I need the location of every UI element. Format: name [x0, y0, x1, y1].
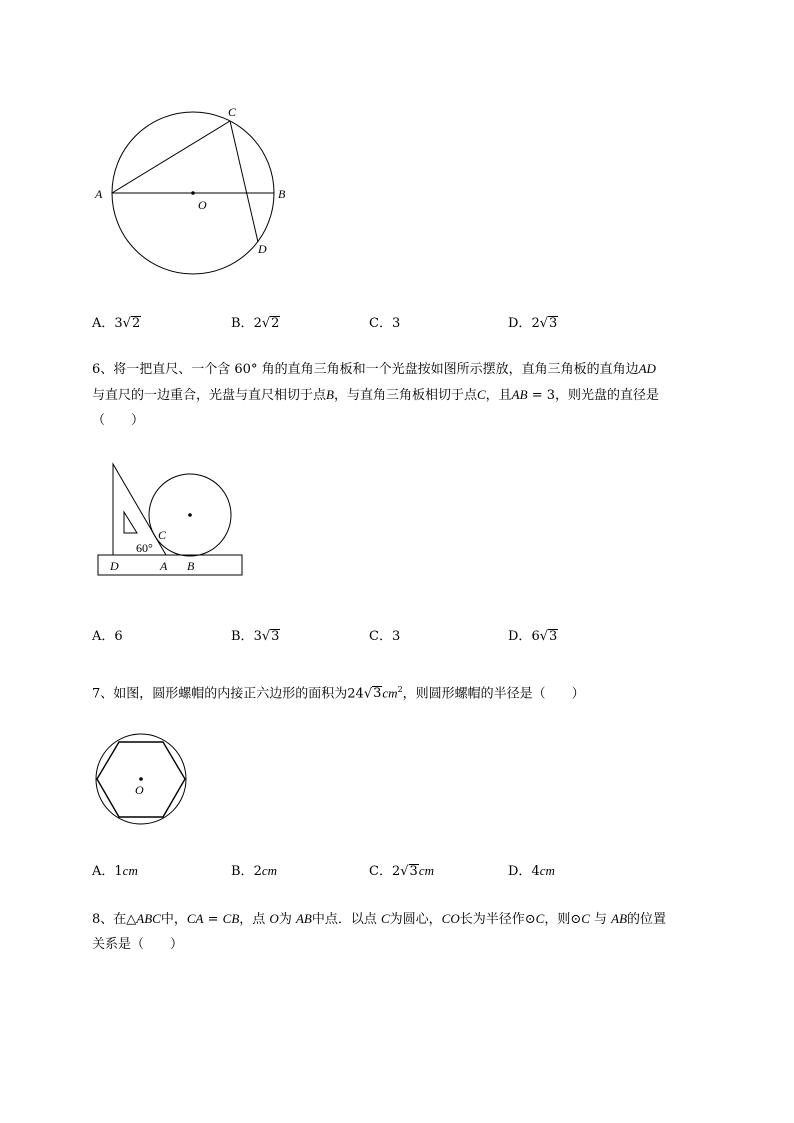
sqrt-icon: √ — [400, 864, 409, 879]
q5-option-b — [231, 312, 280, 331]
q5-option-d — [508, 312, 558, 331]
option-radicand: 2 — [131, 316, 141, 331]
option-radicand: 2 — [271, 316, 280, 331]
q8-var: C — [380, 911, 390, 926]
option-value: 1 — [114, 864, 123, 879]
q7-sup: 2 — [397, 685, 403, 694]
q8-text: 与 — [589, 912, 612, 927]
q7-line1 — [92, 677, 585, 707]
label-b: B — [278, 187, 286, 201]
option-letter: C． — [369, 316, 392, 331]
q8-text: = — [203, 912, 223, 927]
option-coef: 2 — [253, 316, 262, 331]
center-dot — [191, 191, 195, 195]
option-coef: 2 — [391, 864, 401, 879]
option-letter: D． — [508, 316, 532, 331]
q5-option-c — [369, 312, 400, 331]
q8-var: CA — [186, 911, 204, 926]
option-letter: B． — [231, 864, 254, 879]
sqrt-icon: √ — [363, 686, 373, 702]
q8-text: 关系是（ ） — [92, 937, 184, 952]
label-d: D — [258, 242, 267, 256]
label-d: D — [110, 559, 119, 573]
q7-option-d — [508, 860, 555, 879]
option-unit: cm — [122, 863, 138, 878]
label-o: O — [198, 198, 207, 212]
q8-var: C — [535, 911, 545, 926]
q8-text: 为圆心， — [389, 912, 442, 927]
option-letter: D． — [508, 864, 532, 879]
q8-text: ，点 — [239, 912, 270, 927]
option-unit: cm — [261, 863, 278, 878]
q8-text: 中点．以点 — [311, 912, 381, 927]
q6-line2 — [92, 382, 659, 409]
q8-var: O — [269, 911, 279, 926]
ruler-triangle-disc-figure — [92, 460, 252, 580]
q6-option-b — [231, 625, 280, 644]
q6-text: 6、将一把直尺、一个含 60° 角的直角三角板和一个光盘按如图所示摆放，直角三角板的直角边 — [92, 362, 639, 377]
q8-text: 8、在△ — [92, 912, 137, 927]
q6-line3 — [92, 408, 144, 434]
option-value: 3 — [391, 629, 401, 644]
q6-line1 — [92, 356, 656, 383]
option-letter: C． — [369, 629, 392, 644]
q8-text: 长为半径作⊙ — [459, 912, 536, 927]
q6-text: 与直尺的一边重合，光盘与直尺相切于点 — [92, 388, 327, 403]
q6-text: = 3，则光盘的直径是 — [527, 388, 659, 403]
sqrt-icon: √ — [261, 316, 271, 331]
label-b: B — [187, 559, 195, 573]
sqrt-icon: √ — [539, 629, 549, 644]
q6-option-a — [92, 625, 123, 644]
option-letter: A． — [92, 316, 115, 331]
q5-option-a — [92, 312, 141, 331]
option-coef: 3 — [253, 629, 262, 644]
q7-unit: cm — [382, 685, 398, 701]
triangle-inner-hole — [124, 512, 137, 533]
option-radicand: 3 — [549, 629, 558, 644]
sqrt-icon: √ — [122, 316, 131, 331]
option-letter: D． — [508, 629, 532, 644]
label-a: A — [95, 187, 103, 201]
q6-var: C — [476, 387, 486, 402]
q8-text: 中， — [160, 912, 187, 927]
chord-ac — [112, 121, 230, 193]
q6-text: ，且 — [485, 388, 512, 403]
sqrt-icon: √ — [539, 316, 549, 331]
q7-option-b — [231, 860, 277, 879]
q8-var: AB — [611, 911, 628, 926]
option-coef: 2 — [531, 316, 540, 331]
option-coef: 6 — [531, 629, 540, 644]
option-letter: A． — [92, 864, 115, 879]
option-unit: cm — [539, 863, 555, 878]
label-c: C — [228, 105, 237, 119]
q8-text: 为 — [278, 912, 296, 927]
option-letter: A． — [92, 629, 115, 644]
center-dot — [139, 777, 143, 781]
label-c: C — [158, 528, 167, 542]
q8-var: CO — [441, 911, 460, 926]
hexagon-nut-figure — [92, 730, 192, 830]
q6-var: AD — [638, 361, 656, 376]
circle-chord-figure — [90, 100, 300, 280]
q6-text: ，与直角三角板相切于点 — [333, 388, 477, 403]
label-angle: 60° — [136, 541, 153, 555]
q8-var: C — [581, 911, 590, 926]
option-letter: B． — [231, 629, 254, 644]
answer-blank: （ ） — [92, 413, 145, 428]
q6-var: AB — [511, 387, 528, 402]
option-value: 3 — [391, 316, 401, 331]
q7-text: 7、如图，圆形螺帽的内接正六边形的面积为24 — [92, 686, 364, 702]
q6-var: B — [326, 387, 334, 402]
option-coef: 3 — [114, 316, 123, 331]
option-value: 2 — [253, 864, 262, 879]
q6-option-c — [369, 625, 400, 644]
q6-option-d — [508, 625, 558, 644]
sqrt-icon: √ — [261, 629, 271, 644]
option-value: 4 — [531, 864, 540, 879]
q8-var: CB — [222, 911, 240, 926]
q8-var: AB — [295, 911, 312, 926]
option-radicand: 3 — [549, 316, 558, 331]
q8-text: 的位置 — [627, 912, 667, 927]
option-letter: B． — [231, 316, 254, 331]
q8-line1 — [92, 906, 666, 933]
q8-line2 — [92, 932, 183, 958]
option-value: 6 — [114, 629, 123, 644]
option-radicand: 3 — [271, 629, 280, 644]
q7-option-a — [92, 860, 138, 879]
label-o: O — [135, 783, 144, 797]
ruler — [98, 555, 242, 575]
q8-text: ，则⊙ — [544, 912, 582, 927]
disc-center-dot — [188, 513, 192, 517]
option-radicand: 3 — [409, 864, 418, 879]
q7-text: ，则圆形螺帽的半径是（ ） — [402, 686, 585, 702]
option-unit: cm — [418, 863, 434, 878]
q8-var: ABC — [136, 911, 161, 926]
q7-option-c — [369, 860, 434, 879]
label-a: A — [160, 559, 168, 573]
q7-radicand: 3 — [373, 686, 382, 702]
option-letter: C． — [369, 864, 392, 879]
